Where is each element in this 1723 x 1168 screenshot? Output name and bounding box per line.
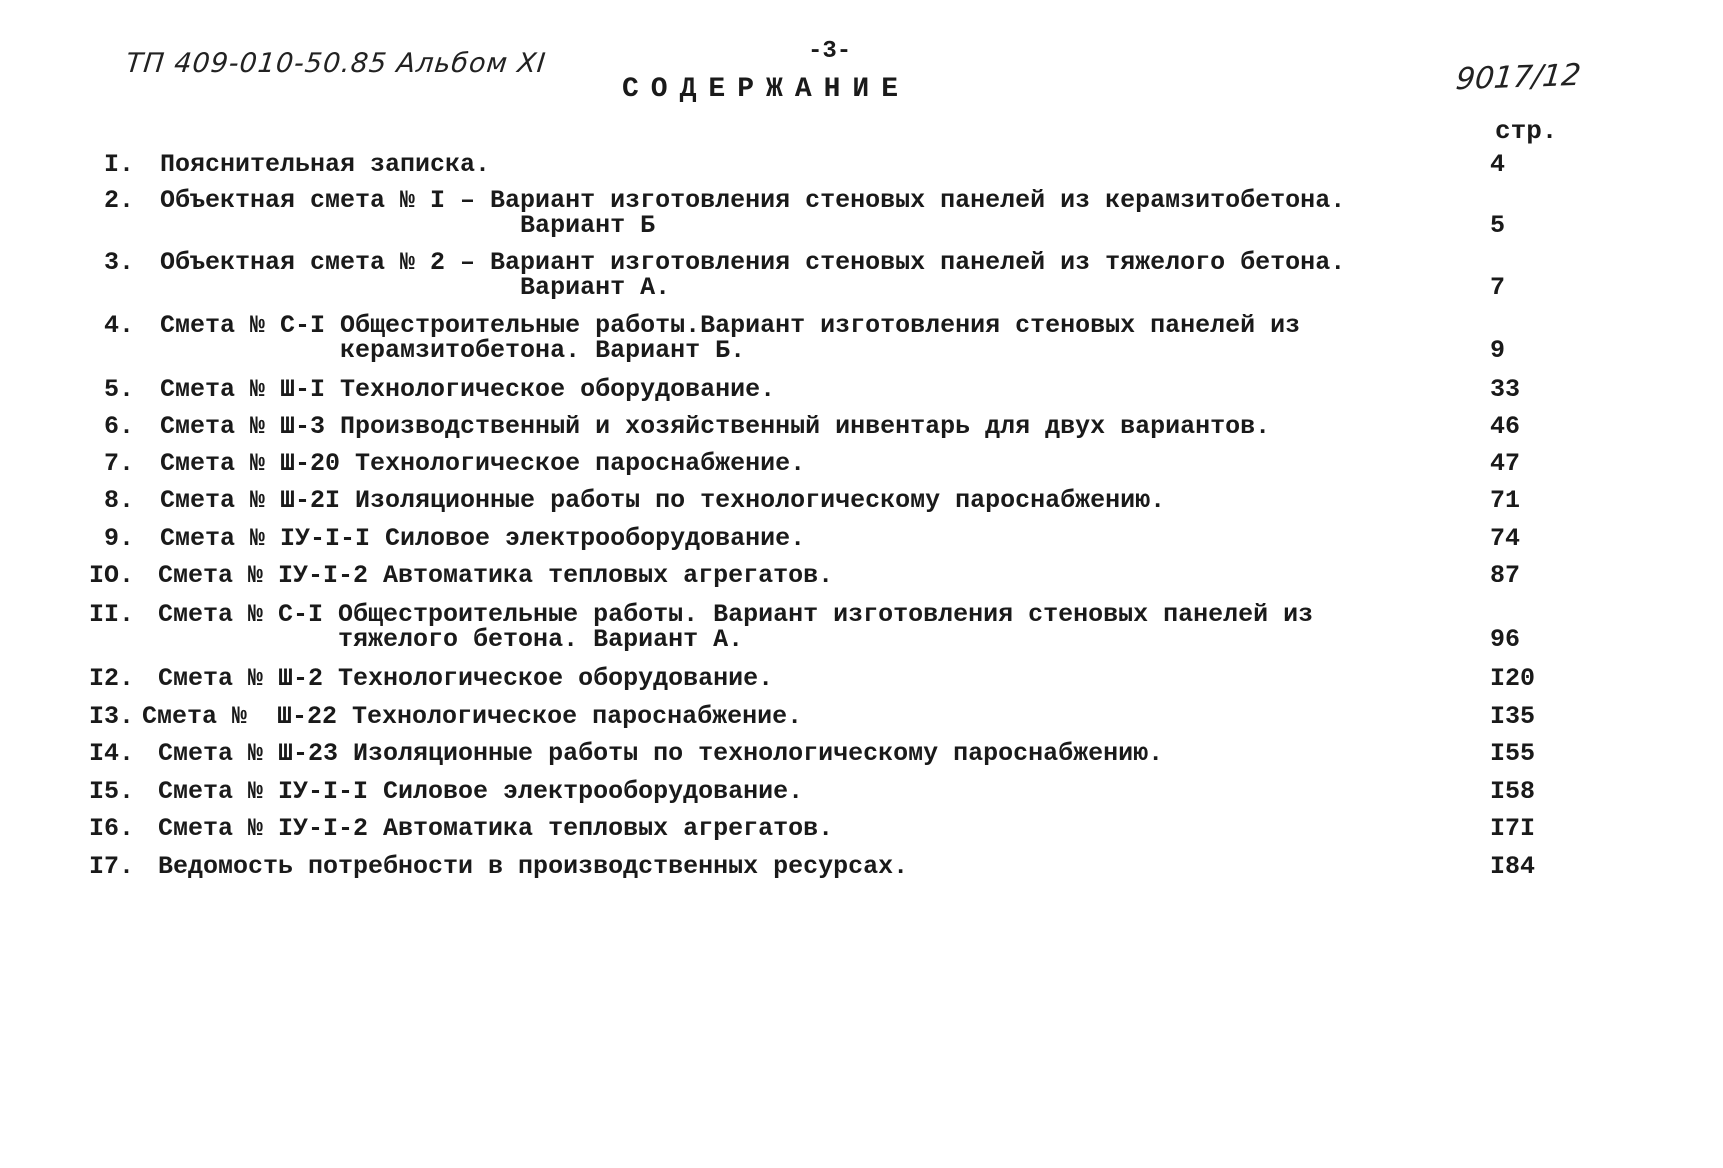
page-number: -3- <box>808 38 852 65</box>
toc-entry-page: I20 <box>1490 664 1536 693</box>
toc-entry-page: 87 <box>1490 561 1521 590</box>
toc-entry-number: 9. <box>103 524 134 553</box>
toc-entry-text: Объектная смета № I – Вариант изготовления стеновых панелей из керамзитобетона. <box>160 186 1346 215</box>
toc-entry <box>0 377 1723 402</box>
toc-entry-page: 33 <box>1490 375 1521 404</box>
toc-entry-number: 7. <box>103 449 134 478</box>
toc-entry <box>0 152 1723 177</box>
toc-entry <box>0 188 1723 238</box>
document-title: СОДЕРЖАНИЕ <box>622 74 911 105</box>
toc-entry <box>0 816 1723 841</box>
toc-entry-page: I35 <box>1490 702 1536 731</box>
handwritten-number: 9017/12 <box>1454 57 1583 98</box>
toc-entry-page: 9 <box>1490 336 1506 365</box>
toc-entry-number: 4. <box>103 311 134 340</box>
toc-entry-text: тяжелого бетона. Вариант А. <box>158 625 744 654</box>
toc-entry-page: 5 <box>1490 211 1506 240</box>
toc-entry <box>0 854 1723 879</box>
toc-entry <box>0 313 1723 363</box>
toc-entry-page: I58 <box>1490 777 1536 806</box>
toc-entry-text: Объектная смета № 2 – Вариант изготовления стеновых панелей из тяжелого бетона. <box>160 248 1346 277</box>
toc-entry-text: Смета № Ш-I Технологическое оборудование. <box>160 375 776 404</box>
toc-entry-text: Смета № IУ-I-I Силовое электрооборудование. <box>158 777 804 806</box>
toc-entry-number: I3. <box>88 702 134 731</box>
toc-entry <box>0 779 1723 804</box>
toc-entry-number: 5. <box>103 375 134 404</box>
toc-entry <box>0 526 1723 551</box>
toc-entry-page: 96 <box>1490 625 1521 654</box>
toc-entry-number: I7. <box>88 852 134 881</box>
toc-entry-page: 71 <box>1490 486 1521 515</box>
toc-entry-text: Смета № IУ-I-2 Автоматика тепловых агрегатов. <box>158 814 834 843</box>
toc-entry <box>0 741 1723 766</box>
album-code: ТП 409-010-50.85 Альбом XI <box>124 48 548 79</box>
toc-entry-page: I55 <box>1490 739 1536 768</box>
toc-entry-text: Ведомость потребности в производственных ресурсах. <box>158 852 909 881</box>
toc-entry-number: IO. <box>88 561 134 590</box>
toc-entry-page: 74 <box>1490 524 1521 553</box>
toc-entry-text: Смета № IУ-I-2 Автоматика тепловых агрегатов. <box>158 561 834 590</box>
toc-entry-page: I84 <box>1490 852 1536 881</box>
toc-entry-text: Смета № Ш-22 Технологическое пароснабжение. <box>142 702 803 731</box>
toc-entry-number: 2. <box>103 186 134 215</box>
toc-entry <box>0 488 1723 513</box>
toc-entry-number: I5. <box>88 777 134 806</box>
toc-entry <box>0 704 1723 729</box>
toc-entry <box>0 666 1723 691</box>
toc-entry-page: 4 <box>1490 150 1506 179</box>
toc-entry-number: II. <box>88 600 134 629</box>
toc-entry-text: Смета № Ш-20 Технологическое пароснабжение. <box>160 449 806 478</box>
page-column-label: стр. <box>1495 116 1558 146</box>
toc-entry <box>0 563 1723 588</box>
toc-entry-text: Вариант А. <box>160 273 671 302</box>
toc-entry-text: Смета № IУ-I-I Силовое электрооборудование. <box>160 524 806 553</box>
toc-entry-text: Смета № Ш-3 Производственный и хозяйственный инвентарь для двух вариантов. <box>160 412 1271 441</box>
toc-entry-text: Смета № Ш-23 Изоляционные работы по технологическому пароснабжению. <box>158 739 1164 768</box>
toc-entry-number: I4. <box>88 739 134 768</box>
toc-entry-page: 7 <box>1490 273 1506 302</box>
toc-entry-page: 46 <box>1490 412 1521 441</box>
toc-entry-number: 3. <box>103 248 134 277</box>
toc-entry <box>0 602 1723 652</box>
toc-entry <box>0 451 1723 476</box>
toc-entry-number: I. <box>103 150 134 179</box>
toc-entry-page: 47 <box>1490 449 1521 478</box>
toc-entry <box>0 250 1723 300</box>
toc-entry-text: Смета № С-I Общестроительные работы.Вариант изготовления стеновых панелей из <box>160 311 1301 340</box>
toc-entry-page: I7I <box>1490 814 1536 843</box>
toc-entry-text: керамзитобетона. Вариант Б. <box>160 336 746 365</box>
toc-entry-number: I6. <box>88 814 134 843</box>
toc-entry-text: Смета № С-I Общестроительные работы. Вариант изготовления стеновых панелей из <box>158 600 1314 629</box>
toc-entry-text: Пояснительная записка. <box>160 150 491 179</box>
toc-entry-number: 8. <box>103 486 134 515</box>
toc-entry-text: Вариант Б <box>160 211 656 240</box>
toc-entry-text: Смета № Ш-2I Изоляционные работы по технологическому пароснабжению. <box>160 486 1166 515</box>
toc-entry-text: Смета № Ш-2 Технологическое оборудование. <box>158 664 774 693</box>
toc-entry-number: 6. <box>103 412 134 441</box>
toc-entry-number: I2. <box>88 664 134 693</box>
toc-entry <box>0 414 1723 439</box>
